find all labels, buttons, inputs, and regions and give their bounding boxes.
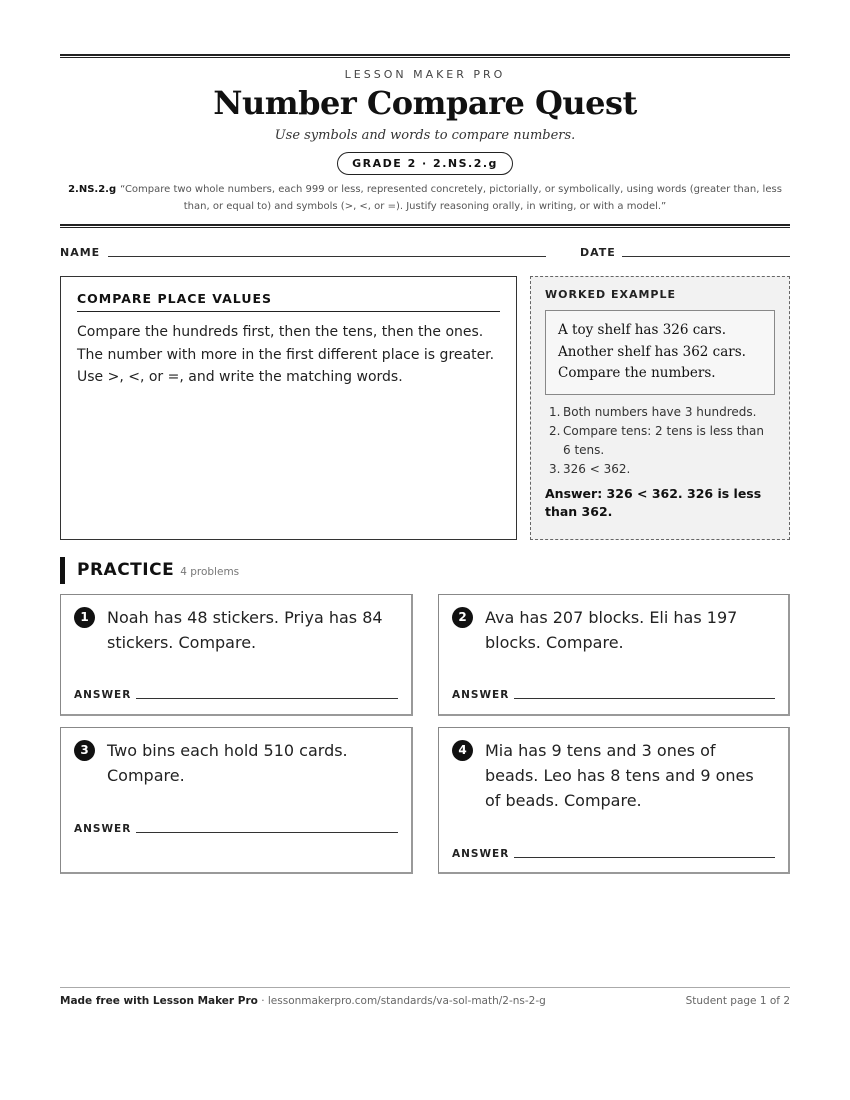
compare-box-body (77, 321, 500, 389)
step-number: 1. (549, 404, 561, 419)
footer-url[interactable]: · lessonmakerpro.com/standards/va-sol-math/2-ns-2-g (257, 995, 546, 1007)
step-number: 3. (549, 461, 561, 476)
answer-label: ANSWER (452, 689, 510, 701)
worked-example-heading: WORKED EXAMPLE (545, 288, 676, 301)
practice-problem-card (438, 727, 790, 874)
header-bottom-rule (60, 224, 790, 228)
practice-problem-card (60, 594, 413, 716)
example-step (545, 403, 775, 422)
answer-line[interactable] (136, 832, 398, 833)
brand-label: LESSON MAKER PRO (344, 68, 506, 81)
problem-number-badge: 2 (452, 607, 473, 628)
answer-line[interactable] (514, 857, 775, 858)
practice-section-header (60, 557, 460, 584)
practice-count: 4 problems (180, 566, 240, 578)
grade-badge: GRADE 2 · 2.NS.2.g (337, 152, 513, 175)
problem-text: Ava has 207 blocks. Eli has 197 blocks. Compare. (485, 608, 738, 652)
answer-label: ANSWER (452, 848, 510, 860)
practice-problem-card (438, 594, 790, 716)
practice-problem-card (60, 727, 413, 874)
example-step (545, 422, 775, 460)
problem-text: Two bins each hold 510 cards. Compare. (107, 741, 348, 785)
header-top-rule (60, 54, 790, 58)
page-title: Number Compare Quest (213, 84, 637, 122)
compare-box-line: The number with more in the first different place is greater. (77, 346, 495, 363)
answer-line[interactable] (514, 698, 775, 699)
answer-line[interactable] (136, 698, 398, 699)
worked-example-steps (545, 403, 775, 479)
problem-number-badge: 4 (452, 740, 473, 761)
example-problem-line: Another shelf has 362 cars. (558, 343, 746, 360)
compare-box-line: Use >, <, or =, and write the matching words. (77, 369, 403, 385)
worked-example-box (530, 276, 790, 540)
step-number: 2. (549, 423, 561, 438)
example-problem-line: Compare the numbers. (558, 365, 716, 381)
page-subtitle: Use symbols and words to compare numbers. (274, 128, 576, 143)
footer-credit (60, 995, 546, 1007)
footer-made-with: Made free with Lesson Maker Pro (60, 995, 258, 1007)
practice-title: PRACTICE (77, 560, 175, 580)
answer-label: ANSWER (74, 823, 132, 835)
compare-box-line: Compare the hundreds first, then the tens, then the ones. (77, 324, 484, 340)
problem-number-badge: 3 (74, 740, 95, 761)
name-field-line[interactable] (108, 256, 546, 257)
footer-page-number: Student page 1 of 2 (685, 995, 790, 1007)
example-step (545, 460, 775, 479)
step-text: 326 < 362. (563, 461, 631, 476)
grade-badge-wrap (60, 152, 790, 175)
answer-label: ANSWER (74, 689, 132, 701)
step-text: Both numbers have 3 hundreds. (563, 404, 757, 419)
name-date-row (60, 244, 790, 264)
worked-example-problem (545, 310, 775, 395)
step-text: Compare tens: 2 tens is less than 6 tens. (563, 423, 764, 457)
standard-description (60, 181, 790, 215)
problem-text: Noah has 48 stickers. Priya has 84 stickers. Compare. (107, 608, 383, 652)
worksheet-page (60, 0, 790, 1100)
date-label: DATE (580, 246, 616, 259)
compare-place-values-box (60, 276, 517, 540)
worked-example-answer: Answer: 326 < 362. 326 is less than 362. (545, 485, 762, 519)
standard-text: “Compare two whole numbers, each 999 or less, represented concretely, pictorially, or symbolically, using words (greater than, less than, or equal to) and symbols (>, <, or =). Justify reasoning orally, in writing, or with a model.” (120, 184, 782, 212)
date-field-line[interactable] (622, 256, 790, 257)
problem-number-badge: 1 (74, 607, 95, 628)
standard-code: 2.NS.2.g (68, 184, 117, 195)
problem-text: Mia has 9 tens and 3 ones of beads. Leo has 8 tens and 9 ones of beads. Compare. (485, 741, 754, 810)
compare-box-heading: COMPARE PLACE VALUES (77, 291, 500, 312)
example-problem-line: A toy shelf has 326 cars. (558, 322, 727, 338)
name-label: NAME (60, 246, 101, 259)
footer-rule (60, 987, 790, 988)
